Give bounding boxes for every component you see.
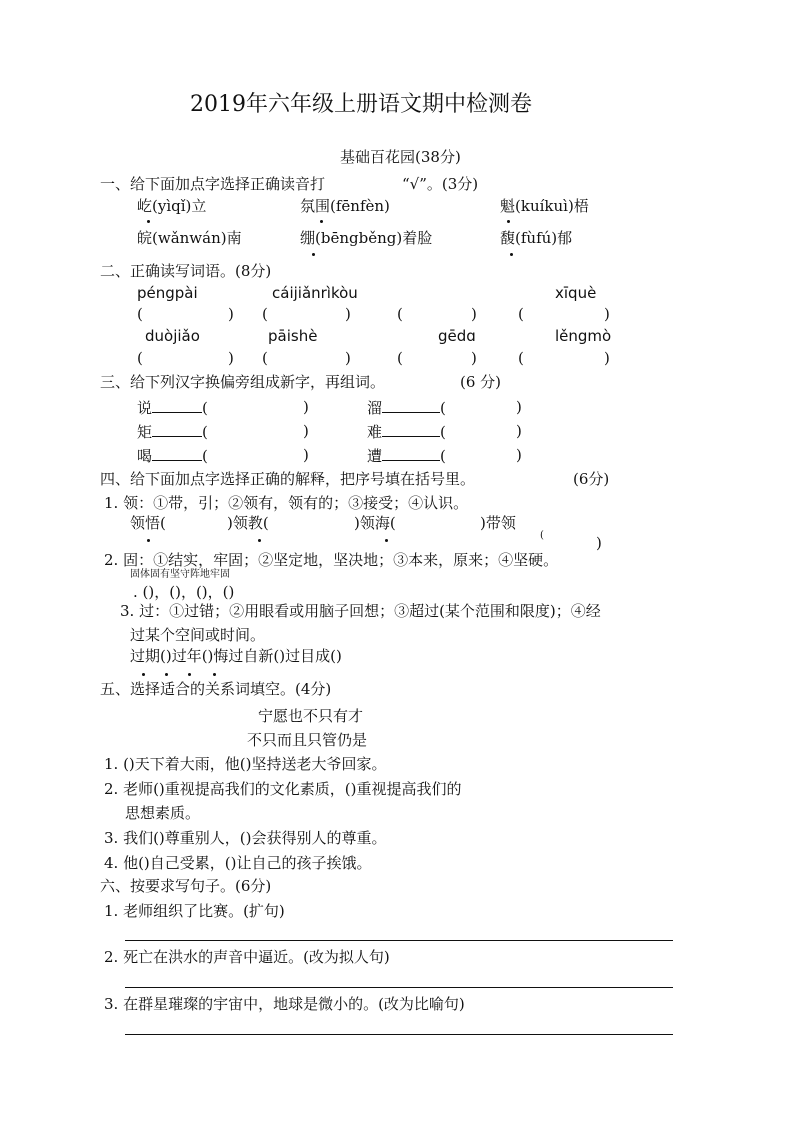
blank-line	[152, 422, 202, 437]
q6-sentence-1: 1. 老师组织了比赛。(扩句)	[104, 902, 285, 920]
emphasis-dot	[312, 253, 315, 256]
q5-heading: 五、选择适合的关系词填空。(4分)	[100, 680, 332, 698]
q4-item-3: 3. 过：①过错；②用眼看或用脑子回想；③超过(某个范围和限度)；④经	[120, 602, 601, 620]
q4-extra-paren-close: )	[596, 534, 602, 552]
emphasis-dot	[188, 673, 191, 676]
q4-heading: 四、给下面加点字选择正确的解释，把序号填在括号里。	[100, 470, 476, 488]
q3-paren-close: )	[303, 446, 309, 464]
q3-row	[137, 398, 208, 417]
q3-char: 矩	[137, 423, 153, 441]
q3-char: 溜	[367, 399, 383, 417]
q3-paren-open: (	[202, 447, 208, 465]
blank-line	[382, 422, 440, 437]
q5-word-bank-2: 不只而且只管仍是	[247, 731, 368, 749]
answer-line[interactable]	[125, 1034, 673, 1035]
q3-paren-open: (	[202, 423, 208, 441]
pinyin-duojiao: duòjiǎo	[145, 327, 200, 345]
pinyin-xique: xīquè	[555, 284, 597, 302]
answer-paren-open: (	[397, 349, 403, 367]
q6-sentence-2: 2. 死亡在洪水的声音中逼近。(改为拟人句)	[104, 948, 390, 966]
q3-paren-open: (	[440, 399, 446, 417]
q3-char: 难	[367, 423, 383, 441]
q3-heading: 三、给下列汉字换偏旁组成新字，再组词。	[100, 373, 386, 391]
q4-word-linghai: )领海(	[354, 514, 396, 532]
blank-line	[382, 398, 440, 413]
q4-extra-paren: (	[540, 530, 544, 541]
q1-item-3: 魁(kuíkuì)梧	[500, 197, 589, 215]
q3-char: 说	[137, 399, 153, 417]
q4-word-lingwu: 领悟(	[130, 514, 166, 532]
answer-line[interactable]	[125, 987, 673, 988]
answer-paren-open: (	[518, 349, 524, 367]
q1-item-2: 氛围(fēnfèn)	[300, 197, 390, 215]
q3-paren-close: )	[516, 398, 522, 416]
blank-line	[382, 446, 440, 461]
answer-paren-open: (	[262, 349, 268, 367]
q5-sentence-2-cont: 思想素质。	[125, 804, 201, 822]
q3-row	[137, 422, 208, 441]
pinyin-geda: gēdɑ	[438, 327, 476, 345]
q4-word-dailing: )带领	[480, 514, 516, 532]
q3-char: 喝	[137, 447, 153, 465]
q3-paren-open: (	[440, 423, 446, 441]
q3-score: (6 分)	[460, 373, 502, 391]
q3-row	[367, 446, 446, 465]
answer-paren-open: (	[137, 349, 143, 367]
q2-heading: 二、正确读写词语。(8分)	[100, 262, 272, 280]
q5-sentence-1: 1. ()天下着大雨，他()坚持送老大爷回家。	[104, 755, 387, 773]
q6-sentence-3: 3. 在群星璀璨的宇宙中，地球是微小的。(改为比喻句)	[104, 995, 465, 1013]
answer-paren-open: (	[262, 305, 268, 323]
q5-sentence-4: 4. 他()自己受累，()让自己的孩子挨饿。	[104, 854, 372, 872]
q1-heading: 一、给下面加点字选择正确读音打	[100, 175, 326, 193]
emphasis-dot	[147, 220, 150, 223]
emphasis-dot	[213, 673, 216, 676]
q4-item-3-cont: 过某个空间或时间。	[130, 626, 266, 644]
answer-paren-close: )	[345, 305, 351, 323]
q3-paren-close: )	[303, 398, 309, 416]
q1-item-1: 屹(yìqǐ)立	[137, 197, 207, 215]
q3-paren-open: (	[440, 447, 446, 465]
q3-paren-close: )	[516, 446, 522, 464]
pinyin-caijian: cáijiǎnrìkòu	[272, 284, 358, 302]
answer-paren-close: )	[604, 305, 610, 323]
q4-item-2: 2. 固：①结实，牢固；②坚定地，坚决地；③本来，原来；④坚硬。	[104, 551, 559, 569]
q6-heading: 六、按要求写句子。(6分)	[100, 877, 272, 895]
answer-paren-close: )	[604, 349, 610, 367]
q3-row	[367, 398, 446, 417]
emphasis-dot	[510, 253, 513, 256]
pinyin-lengmo: lěngmò	[555, 327, 612, 345]
q4-word-lingjiao: )领教(	[227, 514, 269, 532]
q1-item-6: 馥(fùfú)郁	[500, 229, 573, 247]
answer-paren-close: )	[471, 349, 477, 367]
q3-paren-close: )	[303, 422, 309, 440]
q3-row	[367, 422, 446, 441]
q1-mark: “√”。(3分)	[402, 175, 479, 193]
blank-line	[152, 446, 202, 461]
q3-row	[137, 446, 208, 465]
q5-word-bank-1: 宁愿也不只有才	[258, 707, 364, 725]
blank-line	[152, 398, 202, 413]
emphasis-dot	[507, 220, 510, 223]
answer-line[interactable]	[125, 940, 673, 941]
q4-item-1: 1. 领：①带，引；②领有，领有的；③接受；④认识。	[104, 494, 469, 512]
q4-score: (6分)	[573, 470, 610, 488]
page-title: 2019年六年级上册语文期中检测卷	[190, 92, 532, 117]
pinyin-paishe: pāishè	[268, 327, 318, 345]
q3-paren-close: )	[516, 422, 522, 440]
q3-paren-open: (	[202, 399, 208, 417]
q1-item-5: 绷(bēngběng)着脸	[300, 229, 433, 247]
q3-char: 遭	[367, 447, 383, 465]
q5-sentence-2: 2. 老师()重视提高我们的文化素质，()重视提高我们的	[104, 780, 462, 798]
emphasis-dot	[320, 220, 323, 223]
answer-paren-close: )	[345, 349, 351, 367]
emphasis-dot	[142, 673, 145, 676]
answer-paren-open: (	[518, 305, 524, 323]
section-subtitle: 基础百花园(38分)	[340, 148, 461, 166]
answer-paren-open: (	[137, 305, 143, 323]
q5-sentence-3: 3. 我们()尊重别人，()会获得别人的尊重。	[104, 829, 387, 847]
answer-paren-open: (	[397, 305, 403, 323]
q1-item-4: 皖(wǎnwán)南	[137, 229, 242, 247]
emphasis-dot	[147, 539, 150, 542]
emphasis-dot	[258, 539, 261, 542]
answer-paren-close: )	[471, 305, 477, 323]
q4-item-2-parens: . ()，()，()，()	[133, 583, 235, 601]
emphasis-dot	[385, 539, 388, 542]
answer-paren-close: )	[228, 305, 234, 323]
answer-paren-close: )	[228, 349, 234, 367]
emphasis-dot	[165, 673, 168, 676]
q4-item-3-words: 过期()过年()悔过自新()过目成()	[130, 647, 342, 665]
q4-item-2-words: 固体固有坚守阵地牢固	[130, 569, 230, 580]
pinyin-pengpai: péngpài	[137, 284, 198, 302]
